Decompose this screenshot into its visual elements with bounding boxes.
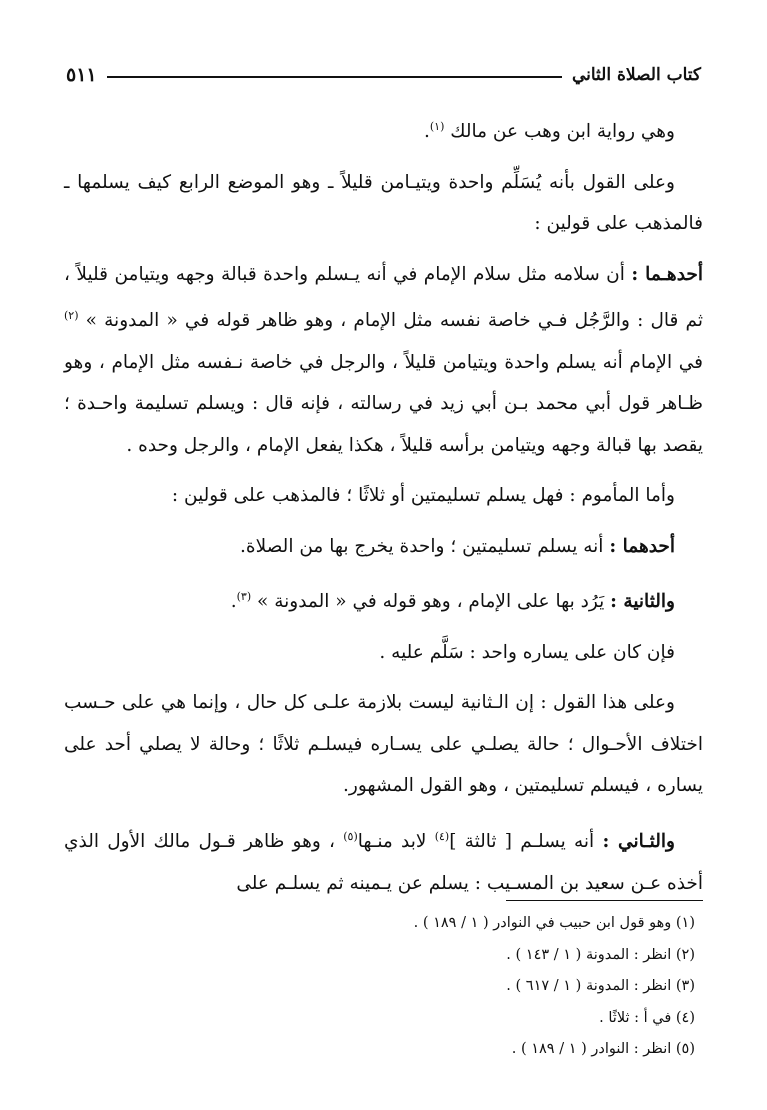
footnote-ref: (١): [429, 120, 445, 133]
paragraph-5: أحدهما : أنه يسلم تسليمتين ؛ واحدة يخرج بها من الصلاة.: [240, 535, 675, 557]
paragraph-7: فإن كان على يساره واحد : سَلَّم عليه .: [379, 641, 675, 663]
header-rule: [107, 76, 562, 78]
paragraph-9: والثـاني : أنه يسلـم [ ثالثة ]$^{(٤)}$ لابد منـها$^{(٥)}$ ، وهو ظاهر قـول مالك الأول الذي أخذه عـن سعيد بن المسـيب : يسلم عن يـمينه ثم يسلـم على: [64, 829, 703, 894]
paragraph-2: وعلى القول بأنه يُسَلِّم واحدة ويتيـامن قليلاً ـ وهو الموضع الرابع كيف يسلمها ـ فالمذهب على قولين :: [64, 171, 703, 235]
footnote-4: (٤) في أ : ثلاثًا .: [599, 1009, 695, 1026]
running-header: [66, 58, 701, 92]
paragraph-3: أحدهـما : أن سلامه مثل سلام الإمام في أنه يـسلم واحدة قبالة وجهه ويتيامن قليلاً ، ثم قال : والرَّجُل فـي خاصة نفسه مثل الإمام ، وهو ظاهر قوله في « المدونة » $^{(٢)}$ في الإمام أنه يسلم واحدة ويتيامن قليلاً ، والرجل في خاصة نـفسه مثل الإمام ، وهو ظـاهر قول أبي محمد بـن أبي زيد في رسالته ، فإنه قال : ويسلم تسليمة واحـدة ؛ يقصد بها قبالة وجهه ويتيامن برأسه قليلاً ، هكذا يفعل الإمام ، والرجل وحده .: [64, 263, 703, 456]
footnote-ref: (٤): [434, 829, 450, 843]
footnote-5: (٥) انظر : النوادر ( ١ / ١٨٩ ) .: [511, 1041, 695, 1057]
footnotes: [155, 908, 695, 1066]
book-title: كتاب الصلاة الثاني: [571, 65, 701, 85]
paragraph-6: والثانية : يَرُد بها على الإمام ، وهو قوله في « المدونة » $^{(٣)}$.: [230, 590, 675, 613]
paragraph-8: وعلى هذا القول : إن الـثانية ليست بلازمة علـى كل حال ، وإنما هي على حـسب اختلاف الأحـوال ؛ حالة يصلـي على يسـاره فيسلـم ثلاثًا ؛ وحالة لا يصلي أحد على يساره ، فيسلم تسليمتين ، وهو القول المشهور.: [64, 692, 703, 797]
paragraph-4: وأما المأموم : فهل يسلم تسليمتين أو ثلاثًا ؛ فالمذهب على قولين :: [171, 485, 675, 507]
footnote-ref: (٣): [236, 590, 252, 604]
page-number: ٥١١: [66, 64, 97, 86]
footnote-ref: (٥): [343, 829, 358, 843]
paragraph-lead: والثـاني :: [602, 831, 675, 853]
paragraph-lead: أحدهما :: [609, 535, 675, 557]
footnote-2: (٢) انظر : المدونة ( ١ / ١٤٣ ) .: [506, 946, 695, 963]
main-text: [64, 106, 703, 913]
footnote-3: (٣) انظر : المدونة ( ١ / ٦١٧ ) .: [506, 978, 695, 994]
footnote-1: (١) وهو قول ابن حبيب في النوادر ( ١ / ١٨٩ ) .: [413, 915, 695, 931]
paragraph-lead: أحدهـما :: [631, 263, 703, 285]
paragraph-lead: والثانية :: [610, 591, 675, 613]
footnote-ref: (٢): [64, 309, 79, 323]
footnote-separator: [506, 900, 703, 901]
paragraph-1: وهي رواية ابن وهب عن مالك $^{(١)}$.: [423, 120, 675, 143]
